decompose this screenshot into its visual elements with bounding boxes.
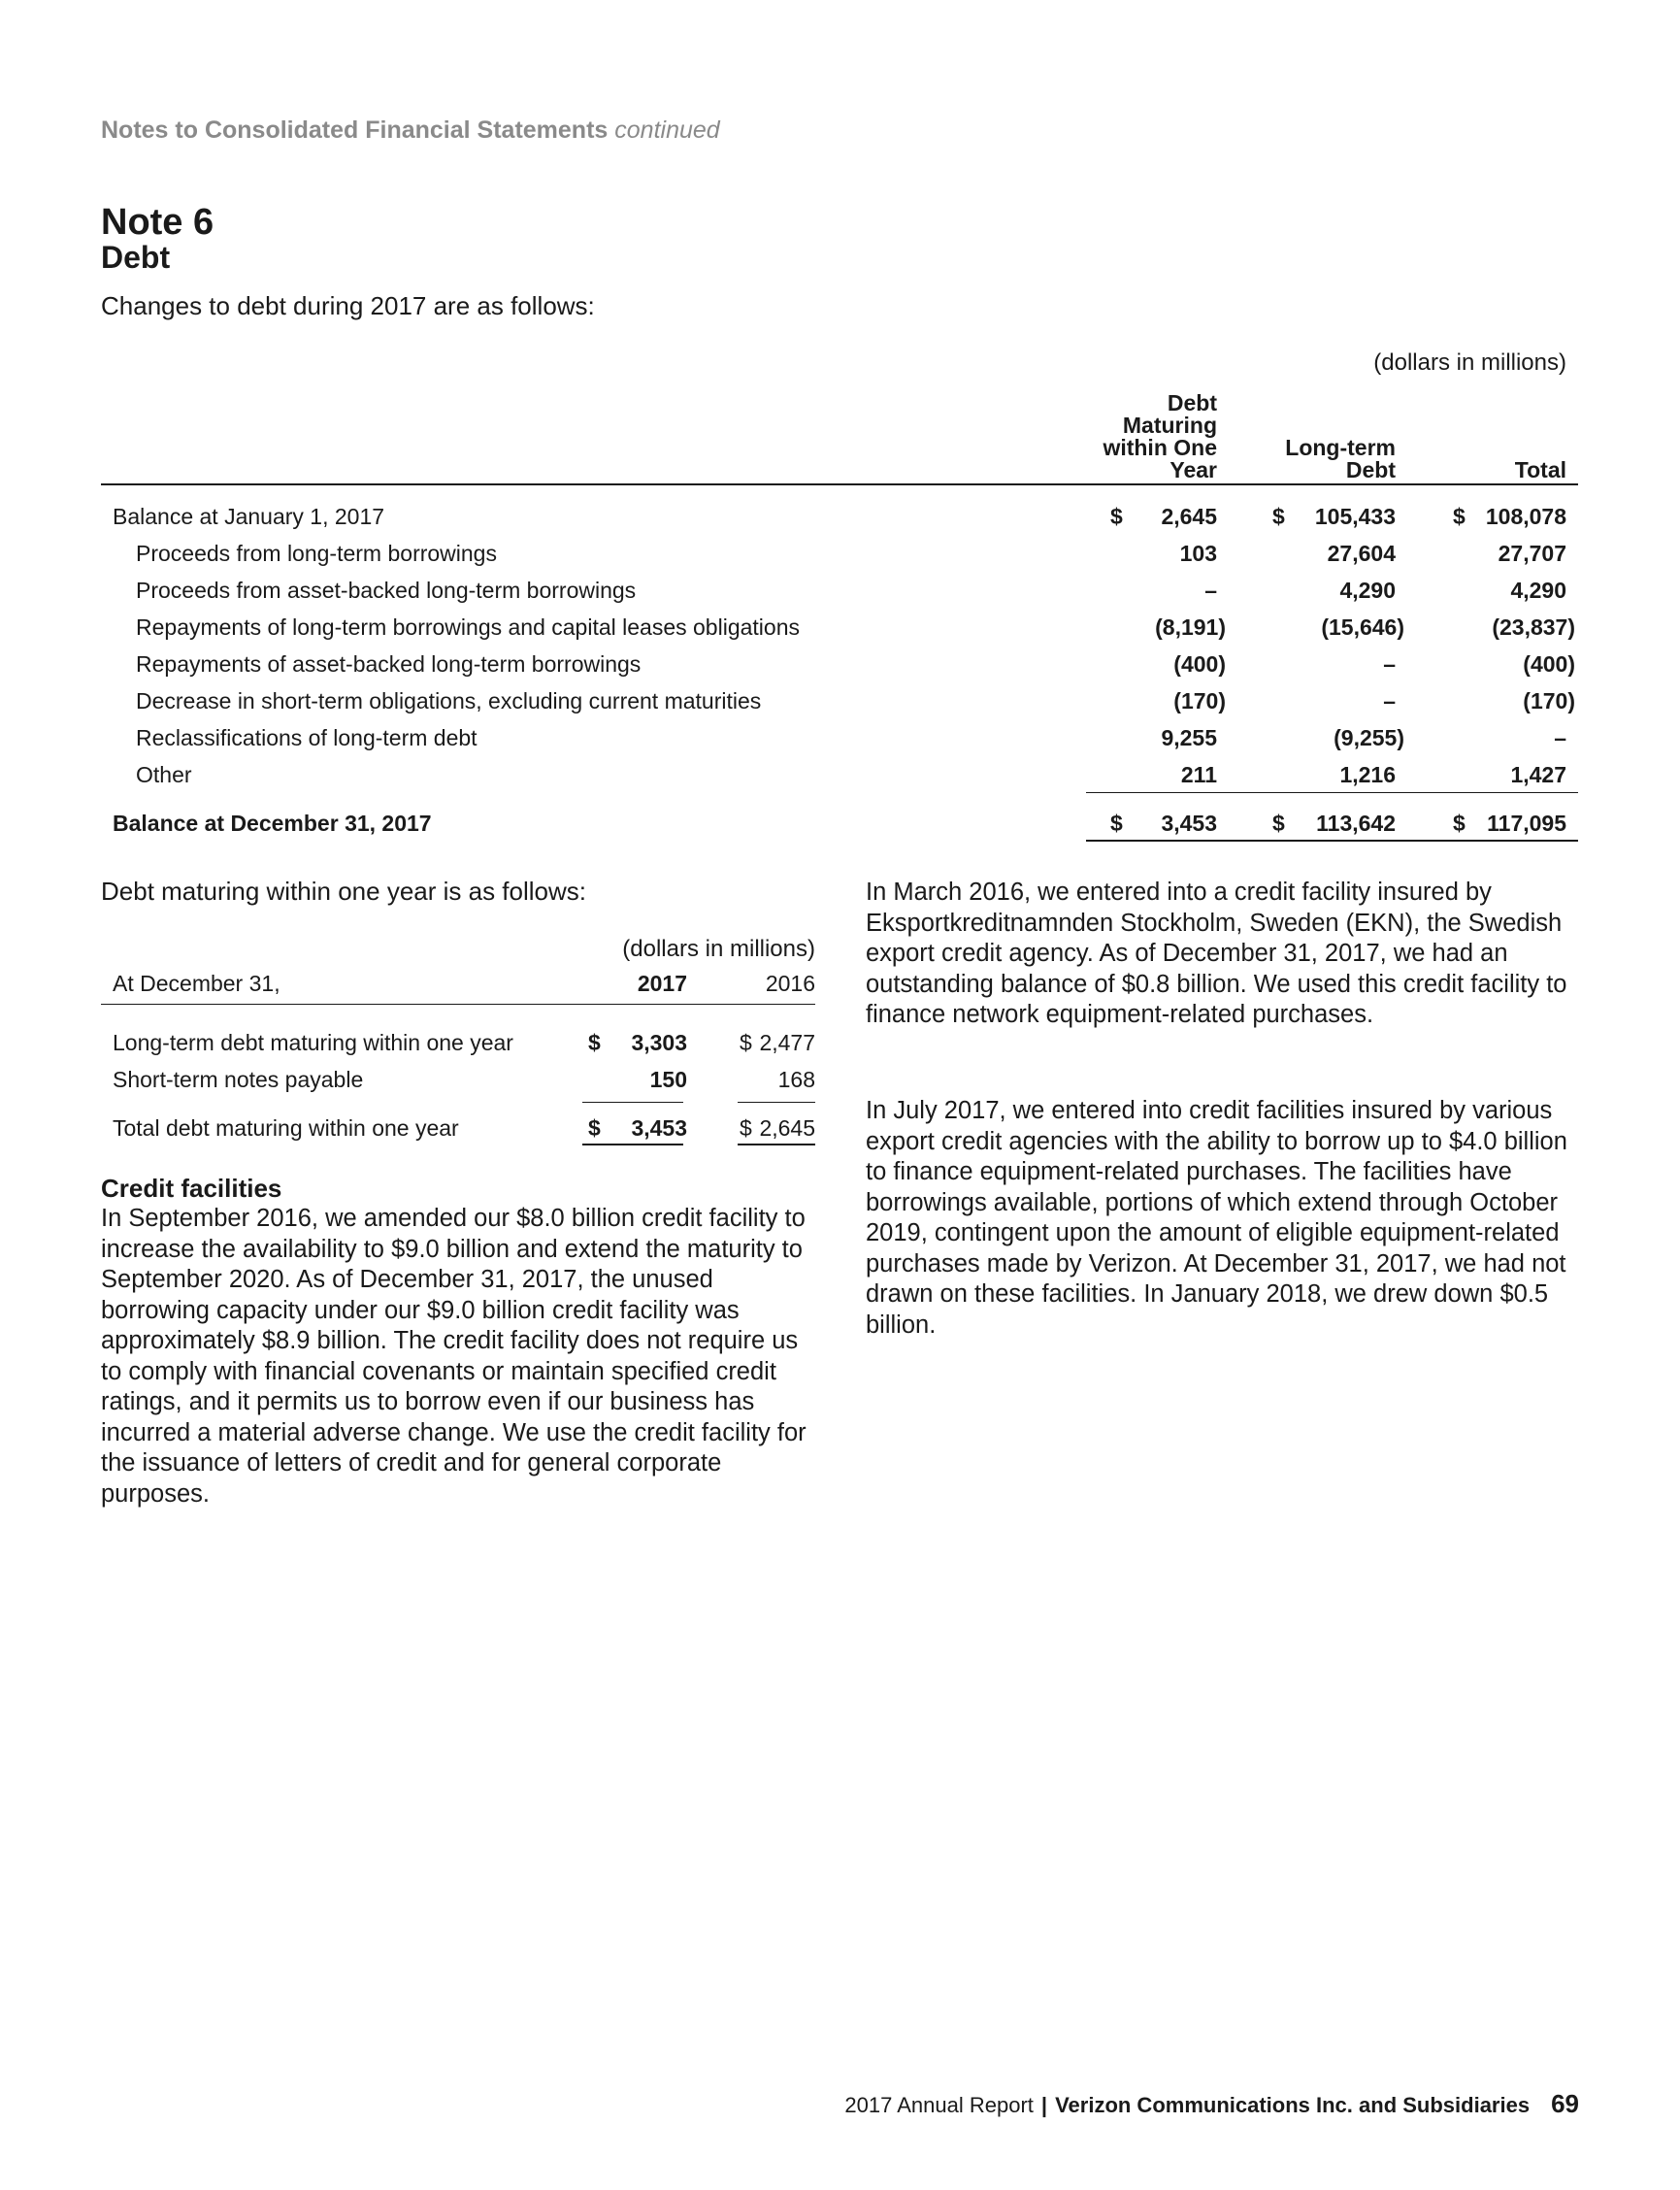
- total-rule: [1423, 840, 1578, 842]
- table-row: [101, 756, 1578, 793]
- credit-facilities-text: In September 2016, we amended our $8.0 billion credit facility to increase the availability to $9.0 billion and extend the maturity to September 2020. As of December 31, 2017, the unused borrowing capacity under our $9.0 billion credit facility was approximately $8.9 billion. The credit facility does not require us to comply with financial covenants or maintain specified credit ratings, and it permits us to borrow even if our business has incurred a material adverse change. We use the credit facility for the issuance of letters of credit and for general corporate purposes.: [101, 1205, 807, 1508]
- maturing-row: [101, 1024, 815, 1061]
- dollar-sign: $: [588, 1115, 601, 1141]
- row-label: Short-term notes payable: [113, 1067, 364, 1092]
- page-number: 69: [1551, 2089, 1579, 2118]
- dollar-sign: $: [588, 1030, 601, 1055]
- page-footer: [844, 2089, 1579, 2119]
- cell-2016: 2,477: [759, 1030, 815, 1055]
- total-rule: [738, 1144, 815, 1145]
- cell-2016: 2,645: [759, 1115, 815, 1141]
- row-label: Reclassifications of long-term debt: [136, 725, 478, 750]
- cell-c2: (15,646): [1321, 614, 1404, 640]
- table-row: [101, 609, 1578, 646]
- row-label: Proceeds from asset-backed long-term borrowings: [136, 578, 637, 603]
- table-row: [101, 498, 1578, 535]
- header-year-2016: 2016: [765, 971, 815, 996]
- row-label: Proceeds from long-term borrowings: [136, 541, 497, 566]
- cell-c1: 103: [1179, 541, 1217, 566]
- row-label: Long-term debt maturing within one year: [113, 1030, 513, 1055]
- ekn-paragraph: In March 2016, we entered into a credit facility insured by Eksportkreditnamnden Stockholm, Sweden (EKN), the Swedish export credit agency. As of December 31, 2017, we had an outstanding balance of $0.8 billion. We used this credit facility to finance network equipment-related purchases.: [866, 879, 1567, 1028]
- cell-c2: 113,642: [1316, 811, 1396, 836]
- column-header-debt-maturing: Debt Maturing within One Year: [1103, 390, 1217, 482]
- column-header-long-term-debt: Long-term Debt: [1285, 435, 1396, 482]
- cell-c1: 9,255: [1161, 725, 1217, 750]
- subtotal-rule: [1423, 792, 1578, 793]
- cell-2017: 3,453: [631, 1115, 687, 1141]
- maturing-row: [101, 1110, 815, 1146]
- cell-c3: (23,837): [1492, 614, 1575, 640]
- maturing-table-units: (dollars in millions): [622, 936, 815, 962]
- header-year-2017: 2017: [637, 971, 687, 996]
- note-title: Debt: [101, 240, 171, 275]
- row-label: Balance at January 1, 2017: [113, 504, 385, 529]
- dollar-sign: $: [1110, 811, 1123, 836]
- export-credit-paragraph: In July 2017, we entered into credit facilities insured by various export credit agencies with the ability to borrow up to $4.0 billion to finance equipment-related purchases. The facilities have borrowings available, portions of which extend through October 2019, contingent upon the amount of eligible equipment-related purchases made by Verizon. At December 31, 2017, we had not drawn on these facilities. In January 2018, we drew down $0.5 billion.: [866, 1097, 1567, 1339]
- subtotal-rule: [582, 1102, 683, 1103]
- row-label: Total debt maturing within one year: [113, 1115, 459, 1141]
- cell-c3: 27,707: [1498, 541, 1566, 566]
- cell-c3: (400): [1523, 651, 1575, 677]
- cell-c3: (170): [1523, 688, 1575, 713]
- dollar-sign: $: [1453, 504, 1466, 529]
- dollar-sign: $: [1453, 811, 1466, 836]
- cell-2017: 3,303: [631, 1030, 687, 1055]
- cell-c1: 211: [1180, 762, 1217, 787]
- cell-c3: –: [1554, 725, 1566, 750]
- row-label: Balance at December 31, 2017: [113, 811, 432, 836]
- row-label: Decrease in short-term obligations, excluding current maturities: [136, 688, 762, 713]
- footer-report: 2017 Annual Report: [844, 2093, 1034, 2117]
- note-number: Note 6: [101, 202, 214, 243]
- table-row: [101, 719, 1578, 756]
- cell-c1: 3,453: [1161, 811, 1217, 836]
- cell-2016: 168: [777, 1067, 815, 1092]
- row-label: Repayments of asset-backed long-term borrowings: [136, 651, 642, 677]
- cell-c2: (9,255): [1334, 725, 1404, 750]
- cell-c3: 4,290: [1510, 578, 1566, 603]
- credit-facilities-heading: Credit facilities: [101, 1174, 282, 1203]
- intro-text: Changes to debt during 2017 are as follows:: [101, 291, 595, 320]
- table-units: (dollars in millions): [1373, 349, 1566, 376]
- cell-c2: 1,216: [1339, 762, 1396, 787]
- running-header: [101, 116, 720, 145]
- dollar-sign: $: [740, 1115, 752, 1141]
- cell-c3: 117,095: [1487, 811, 1566, 836]
- cell-c1: (400): [1173, 651, 1226, 677]
- cell-c2: –: [1383, 651, 1396, 677]
- table-row: [101, 805, 1578, 842]
- footer-company: Verizon Communications Inc. and Subsidiaries: [1055, 2093, 1531, 2117]
- table-row: [101, 572, 1578, 609]
- maturing-section-title: Debt maturing within one year is as follows:: [101, 877, 587, 906]
- header-label: At December 31,: [113, 971, 280, 996]
- running-header-title: Notes to Consolidated Financial Statements: [101, 116, 609, 144]
- dollar-sign: $: [740, 1030, 752, 1055]
- table-header: [101, 388, 1578, 485]
- maturing-table-header: [101, 971, 815, 1005]
- cell-2017: 150: [649, 1067, 687, 1092]
- row-label: Other: [136, 762, 192, 787]
- subtotal-rule: [738, 1102, 815, 1103]
- cell-c3: 1,427: [1510, 762, 1566, 787]
- cell-c1: 2,645: [1161, 504, 1217, 529]
- table-row: [101, 682, 1578, 719]
- total-rule: [582, 1144, 683, 1145]
- dollar-sign: $: [1272, 811, 1285, 836]
- table-row: [101, 646, 1578, 682]
- cell-c2: 4,290: [1339, 578, 1396, 603]
- cell-c2: 27,604: [1327, 541, 1396, 566]
- cell-c2: 105,433: [1314, 504, 1396, 529]
- running-header-suffix: continued: [614, 116, 720, 144]
- column-header-total: Total: [1514, 457, 1566, 482]
- dollar-sign: $: [1110, 504, 1123, 529]
- cell-c2: –: [1383, 688, 1396, 713]
- cell-c1: –: [1204, 578, 1217, 603]
- maturing-row: [101, 1061, 815, 1098]
- row-label: Repayments of long-term borrowings and capital leases obligations: [136, 614, 800, 640]
- cell-c1: (8,191): [1155, 614, 1226, 640]
- table-row: [101, 535, 1578, 572]
- dollar-sign: $: [1272, 504, 1285, 529]
- cell-c3: 108,078: [1485, 504, 1566, 529]
- cell-c1: (170): [1173, 688, 1226, 713]
- footer-separator: |: [1040, 2093, 1048, 2117]
